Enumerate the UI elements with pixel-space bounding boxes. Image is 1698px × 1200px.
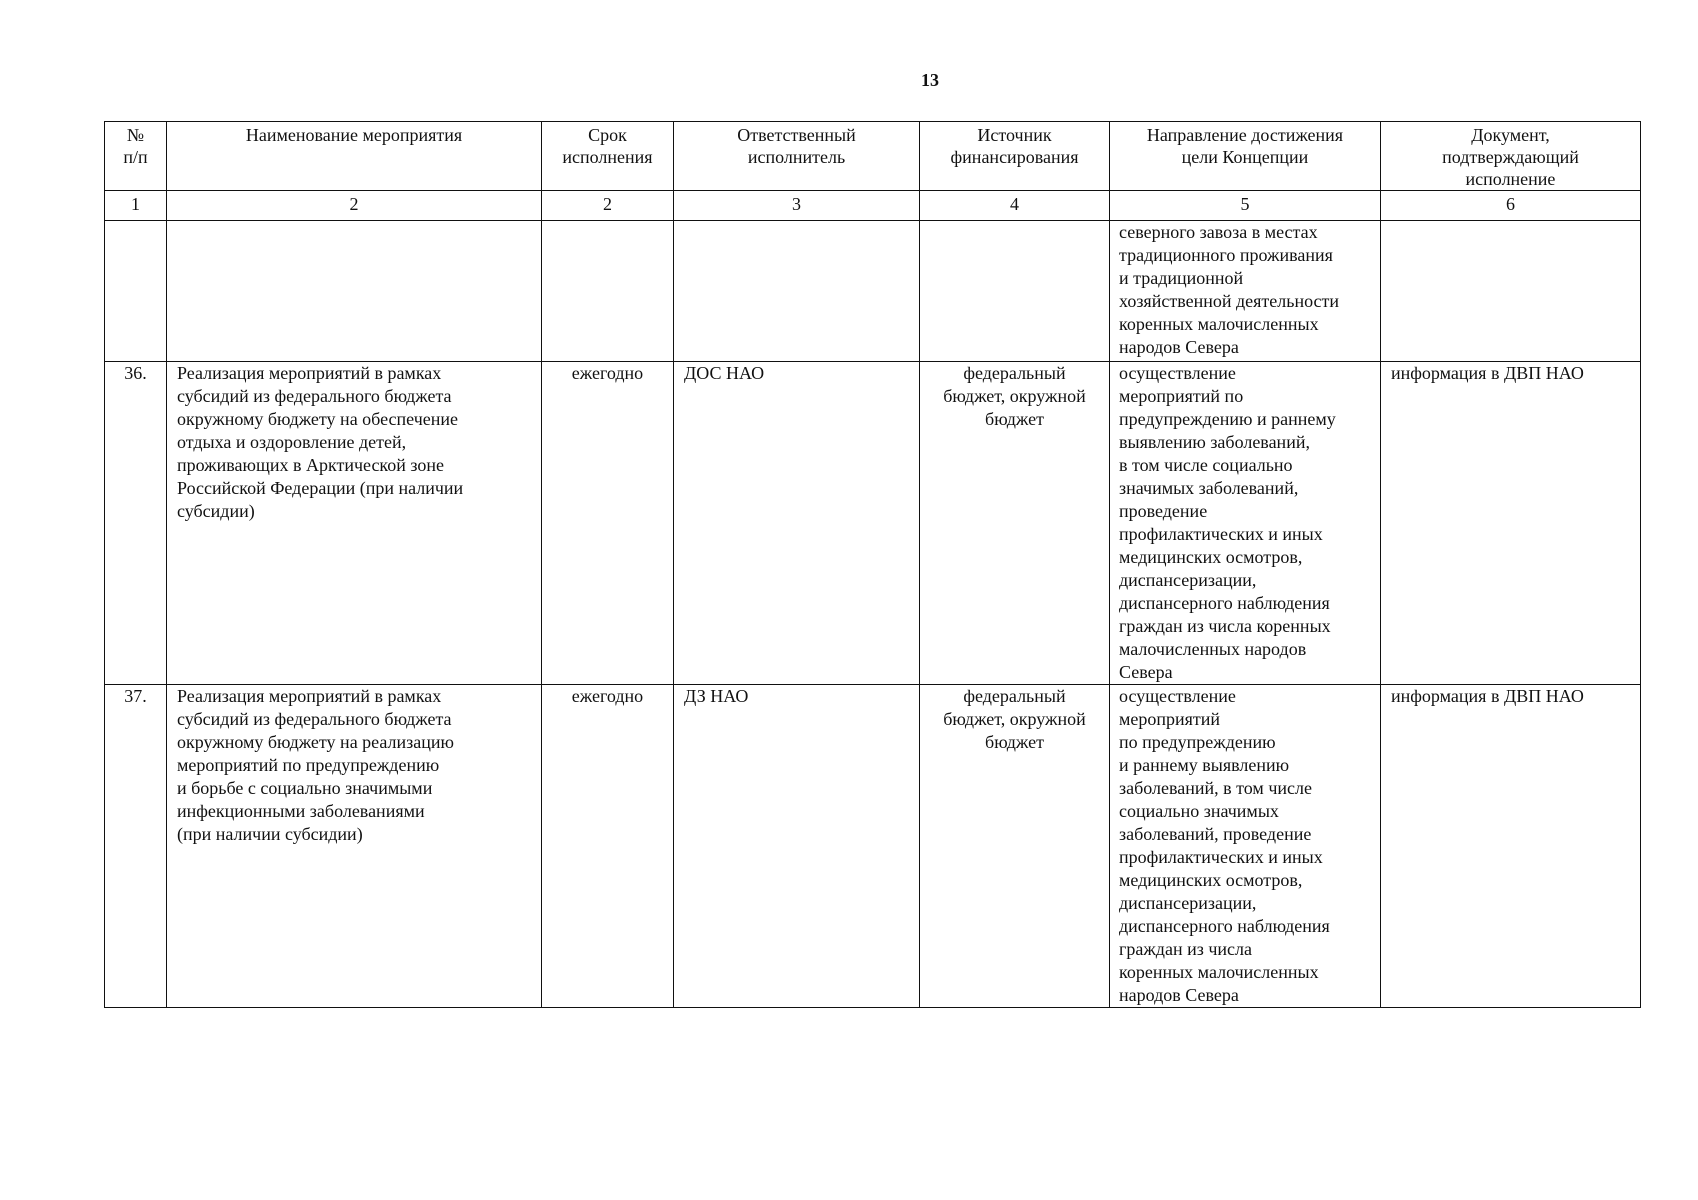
column-number: 2 <box>167 191 542 221</box>
table-row <box>105 685 1641 1008</box>
direction-cell: северного завоза в местах традиционного проживания и традиционной хозяйственной деятельности коренных малочисленных народов Севера <box>1110 221 1381 362</box>
measure-name: Реализация мероприятий в рамках субсидий из федерального бюджета окружному бюджету на обеспечение отдыха и оздоровление детей, проживающих в Арктической зоне Российской Федерации (при наличии субсидии) <box>167 362 542 685</box>
header-term: Срок исполнения <box>542 122 674 191</box>
funding-source-cell: федеральный бюджет, окружной бюджет <box>920 685 1110 1008</box>
table-row <box>105 362 1641 685</box>
row-number: 36. <box>105 362 167 685</box>
document-cell: информация в ДВП НАО <box>1381 685 1641 1008</box>
header-executor: Ответственный исполнитель <box>674 122 920 191</box>
row-number: 37. <box>105 685 167 1008</box>
header-name: Наименование мероприятия <box>167 122 542 191</box>
column-number: 2 <box>542 191 674 221</box>
column-number: 1 <box>105 191 167 221</box>
header-document: Документ, подтверждающий исполнение <box>1381 122 1641 191</box>
column-number: 4 <box>920 191 1110 221</box>
direction-cell: осуществление мероприятий по предупреждению и раннему выявлению заболеваний, в том числе социально значимых заболеваний, проведение профилактических и иных медицинских осмотров, диспансеризации, диспансерного наблюдения граждан из числа коренных малочисленных народов Севера <box>1110 685 1381 1008</box>
executor-cell: ДОС НАО <box>674 362 920 685</box>
empty-cell <box>674 221 920 362</box>
header-num: № п/п <box>105 122 167 191</box>
executor-cell: ДЗ НАО <box>674 685 920 1008</box>
column-number: 5 <box>1110 191 1381 221</box>
header-row <box>105 122 1641 191</box>
funding-source-cell: федеральный бюджет, окружной бюджет <box>920 362 1110 685</box>
measures-table <box>104 121 1641 1008</box>
column-number-row <box>105 191 1641 221</box>
header-source: Источник финансирования <box>920 122 1110 191</box>
column-number: 6 <box>1381 191 1641 221</box>
column-number: 3 <box>674 191 920 221</box>
document-cell: информация в ДВП НАО <box>1381 362 1641 685</box>
page-number: 13 <box>921 70 939 90</box>
empty-cell <box>542 221 674 362</box>
empty-cell <box>1381 221 1641 362</box>
term-cell: ежегодно <box>542 685 674 1008</box>
term-cell: ежегодно <box>542 362 674 685</box>
direction-cell: осуществление мероприятий по предупреждению и раннему выявлению заболеваний, в том числе социально значимых заболеваний, проведение профилактических и иных медицинских осмотров, диспансеризации, диспансерного наблюдения граждан из числа коренных малочисленных народов Севера <box>1110 362 1381 685</box>
measure-name: Реализация мероприятий в рамках субсидий из федерального бюджета окружному бюджету на реализацию мероприятий по предупреждению и борьбе с социально значимыми инфекционными заболеваниями (при наличии субсидии) <box>167 685 542 1008</box>
header-direction: Направление достижения цели Концепции <box>1110 122 1381 191</box>
empty-cell <box>167 221 542 362</box>
empty-cell <box>920 221 1110 362</box>
continuation-row <box>105 221 1641 362</box>
empty-cell <box>105 221 167 362</box>
